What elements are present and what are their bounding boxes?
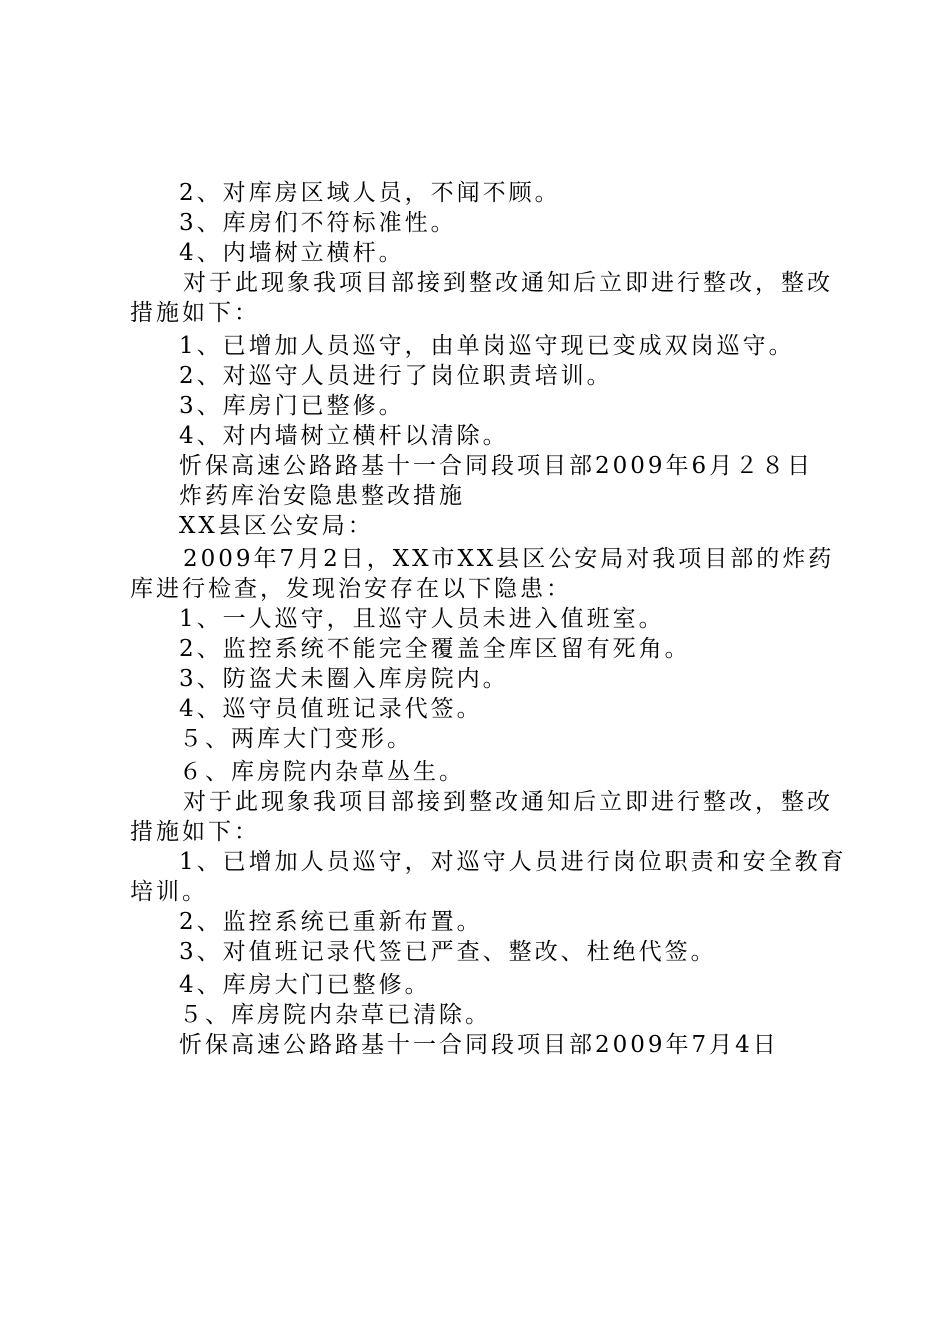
text-line: 库进行检查，发现治安存在以下隐患： — [130, 576, 572, 602]
text-line: 培训。 — [130, 879, 208, 905]
text-line: 2、监控系统不能完全覆盖全库区留有死角。 — [179, 636, 691, 662]
text-line: ５、两库大门变形。 — [179, 726, 413, 752]
document-title: 炸药库治安隐患整改措施 — [179, 483, 465, 509]
text-line: 3、库房门已整修。 — [179, 393, 405, 419]
signature-line: 忻保高速公路路基十一合同段项目部2009年7月4日 — [179, 1032, 779, 1058]
text-line: 4、巡守员值班记录代签。 — [179, 696, 483, 722]
text-line: 3、库房们不符标准性。 — [179, 210, 457, 236]
text-line: 对于此现象我项目部接到整改通知后立即进行整改，整改 — [183, 270, 833, 296]
text-line: 3、对值班记录代签已严查、整改、杜绝代签。 — [179, 939, 717, 965]
text-line: ６、库房院内杂草丛生。 — [179, 759, 465, 785]
text-line: 措施如下： — [130, 819, 260, 845]
text-line: 2009年7月2日，XX市XX县区公安局对我项目部的炸药 — [183, 546, 835, 572]
text-line: 2、对库房区域人员，不闻不顾。 — [179, 180, 561, 206]
signature-line: 忻保高速公路路基十一合同段项目部2009年6月２８日 — [179, 453, 814, 479]
text-line: 4、库房大门已整修。 — [179, 972, 431, 998]
text-line: 2、对巡守人员进行了岗位职责培训。 — [179, 363, 613, 389]
text-line: 4、对内墙树立横杆以清除。 — [179, 423, 509, 449]
text-line: 4、内墙树立横杆。 — [179, 240, 405, 266]
text-line: ５、库房院内杂草已清除。 — [179, 1002, 491, 1028]
text-line: 对于此现象我项目部接到整改通知后立即进行整改，整改 — [183, 789, 833, 815]
text-line: 措施如下： — [130, 300, 260, 326]
text-line: 3、防盗犬未圈入库房院内。 — [179, 666, 509, 692]
text-line: 1、已增加人员巡守，对巡守人员进行岗位职责和安全教育 — [179, 849, 847, 875]
text-line: 1、已增加人员巡守，由单岗巡守现已变成双岗巡守。 — [179, 333, 795, 359]
text-line: 2、监控系统已重新布置。 — [179, 909, 483, 935]
text-line: 1、一人巡守，且巡守人员未进入值班室。 — [179, 606, 665, 632]
addressee: XX县区公安局： — [179, 513, 374, 539]
